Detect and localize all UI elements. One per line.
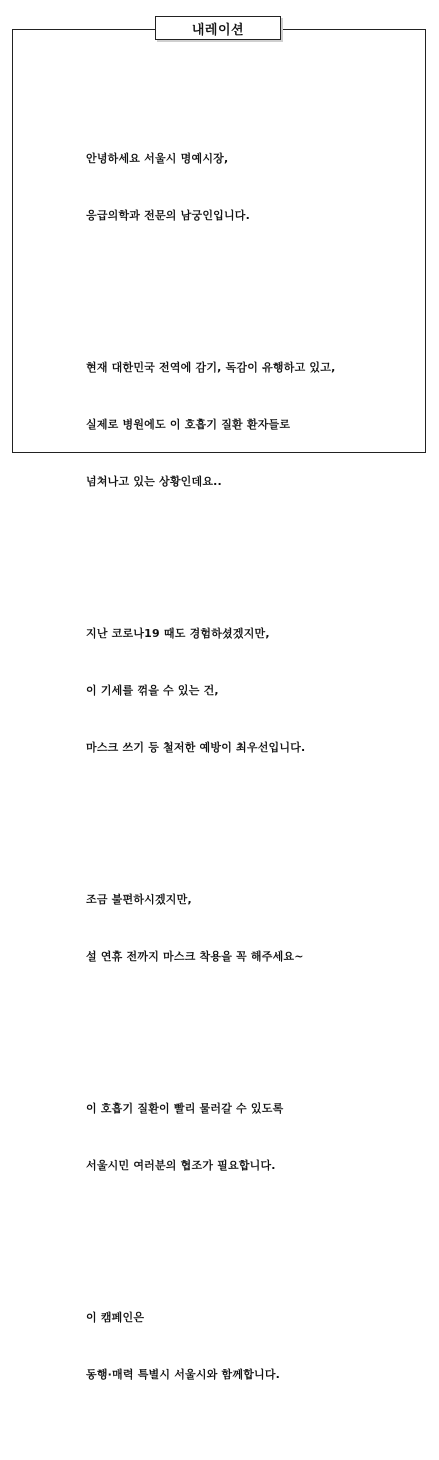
text-line: 넘쳐나고 있는 상황인데요.. (86, 475, 222, 488)
text-line: 현재 대한민국 전역에 감기, 독감이 유행하고 있고, (86, 361, 336, 374)
text-line: 조금 불편하시겠지만, (86, 893, 192, 906)
text-line: 동행·매력 특별시 서울시와 함께합니다. (86, 1368, 281, 1381)
paragraph-4 (86, 852, 416, 1004)
text-line: 설 연휴 전까지 마스크 착용을 꼭 해주세요~ (86, 950, 304, 963)
paragraph-3 (86, 586, 416, 795)
narration-title: 내레이션 (155, 16, 281, 40)
text-line: 응급의학과 전문의 남궁인입니다. (86, 209, 251, 222)
text-line: 서울시민 여러분의 협조가 필요합니다. (86, 1159, 276, 1172)
paragraph-1 (86, 111, 416, 263)
text-line: 이 캠페인은 (86, 1311, 145, 1324)
text-line: 지난 코로나19 때도 경험하셨겠지만, (86, 627, 270, 640)
narration-body (86, 73, 416, 1460)
paragraph-6 (86, 1270, 416, 1422)
paragraph-5 (86, 1061, 416, 1213)
text-line: 마스크 쓰기 등 철저한 예방이 최우선입니다. (86, 741, 306, 754)
text-line: 이 호흡기 질환이 빨리 물러갈 수 있도록 (86, 1102, 284, 1115)
paragraph-2 (86, 320, 416, 529)
text-line: 이 기세를 꺾을 수 있는 건, (86, 684, 219, 697)
text-line: 안녕하세요 서울시 명예시장, (86, 152, 229, 165)
text-line: 실제로 병원에도 이 호흡기 질환 환자들로 (86, 418, 291, 431)
